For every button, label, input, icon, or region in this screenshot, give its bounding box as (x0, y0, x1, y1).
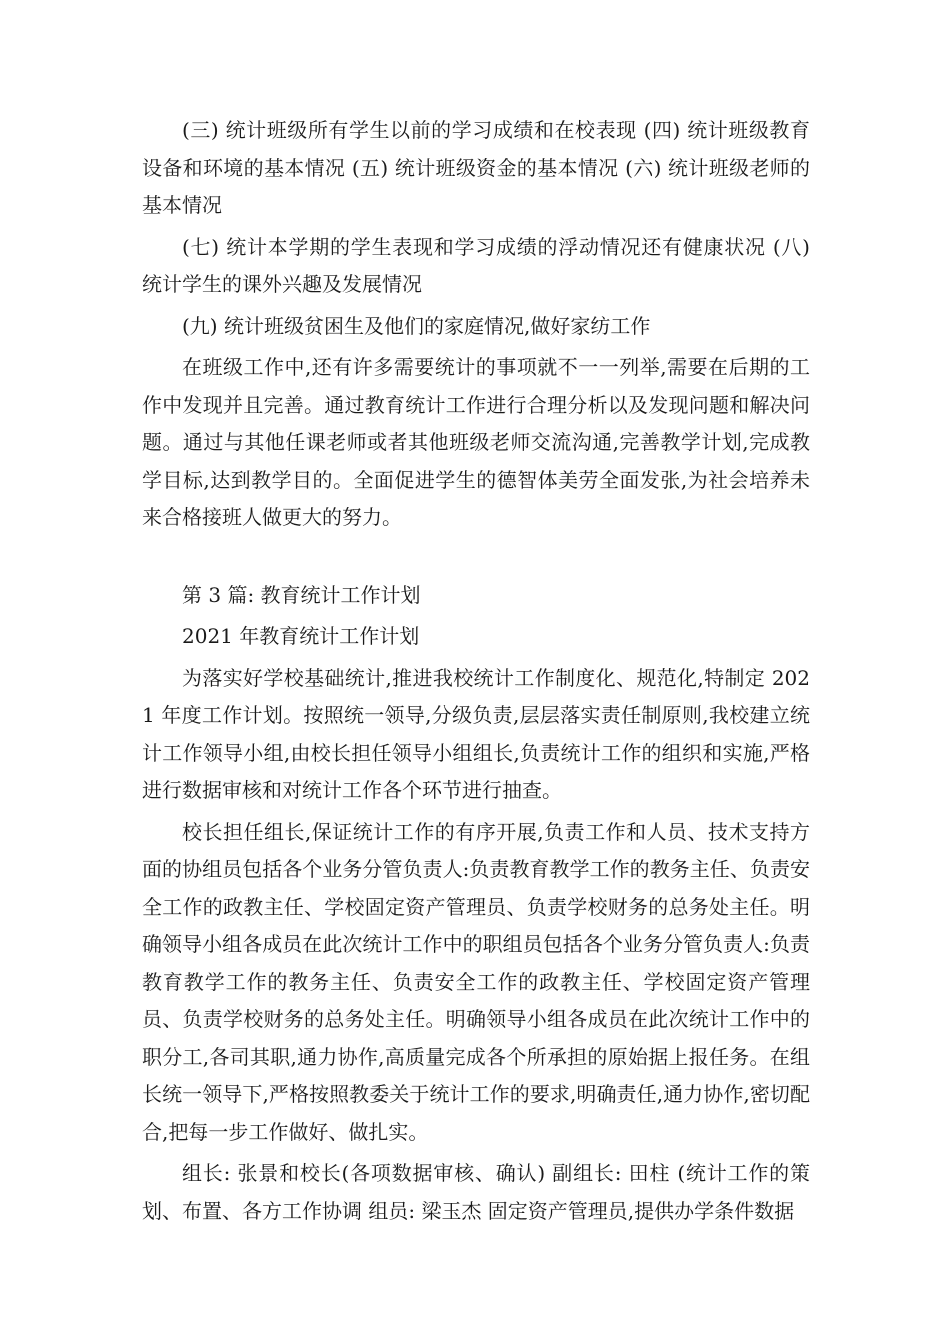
paragraph: 在班级工作中,还有许多需要统计的事项就不一一列举,需要在后期的工作中发现并且完善。通过教育统计工作进行合理分析以及发现问题和解决问题。通过与其他任课老师或者其他班级老师交流沟通,完善教学计划,完成教学目标,达到教学目的。全面促进学生的德智体美劳全面发张,为社会培养未来合格接班人做更大的努力。 (142, 355, 810, 529)
paragraph: 组长: 张景和校长(各项数据审核、确认) 副组长: 田柱 (统计工作的策划、布置、各方工作协调 组员: 梁玉杰 固定资产管理员,提供办学条件数据 (142, 1161, 810, 1223)
section-heading: 第 3 篇: 教育统计工作计划 (182, 582, 421, 607)
paragraph: (九) 统计班级贫困生及他们的家庭情况,做好家纺工作 (182, 313, 651, 338)
paragraph: 为落实好学校基础统计,推进我校统计工作制度化、规范化,特制定 2021 年度工作计划。按照统一领导,分级负责,层层落实责任制原则,我校建立统计工作领导小组,由校长担任领导小组组长,负责统计工作的组织和实施,严格进行数据审核和对统计工作各个环节进行抽查。 (142, 665, 810, 802)
document-page (142, 112, 810, 1234)
paragraph: 校长担任组长,保证统计工作的有序开展,负责工作和人员、技术支持方面的协组员包括各个业务分管负责人:负责教育教学工作的教务主任、负责安全工作的政教主任、学校固定资产管理员、负责学校财务的总务处主任。明确领导小组各成员在此次统计工作中的职组员包括各个业务分管负责人:负责教育教学工作的教务主任、负责安全工作的政教主任、学校固定资产管理员、负责学校财务的总务处主任。明确领导小组各成员在此次统计工作中的职分工,各司其职,通力协作,高质量完成各个所承担的原始据上报任务。在组长统一领导下,严格按照教委关于统计工作的要求,明确责任,通力协作,密切配合,把每一步工作做好、做扎实。 (142, 819, 810, 1144)
paragraph: (七) 统计本学期的学生表现和学习成绩的浮动情况还有健康状况 (八) 统计学生的课外兴趣及发展情况 (142, 234, 810, 296)
document-title: 2021 年教育统计工作计划 (182, 624, 420, 648)
section-gap (142, 541, 810, 577)
paragraph: (三) 统计班级所有学生以前的学习成绩和在校表现 (四) 统计班级教育设备和环境的基本情况 (五) 统计班级资金的基本情况 (六) 统计班级老师的基本情况 (142, 118, 810, 217)
